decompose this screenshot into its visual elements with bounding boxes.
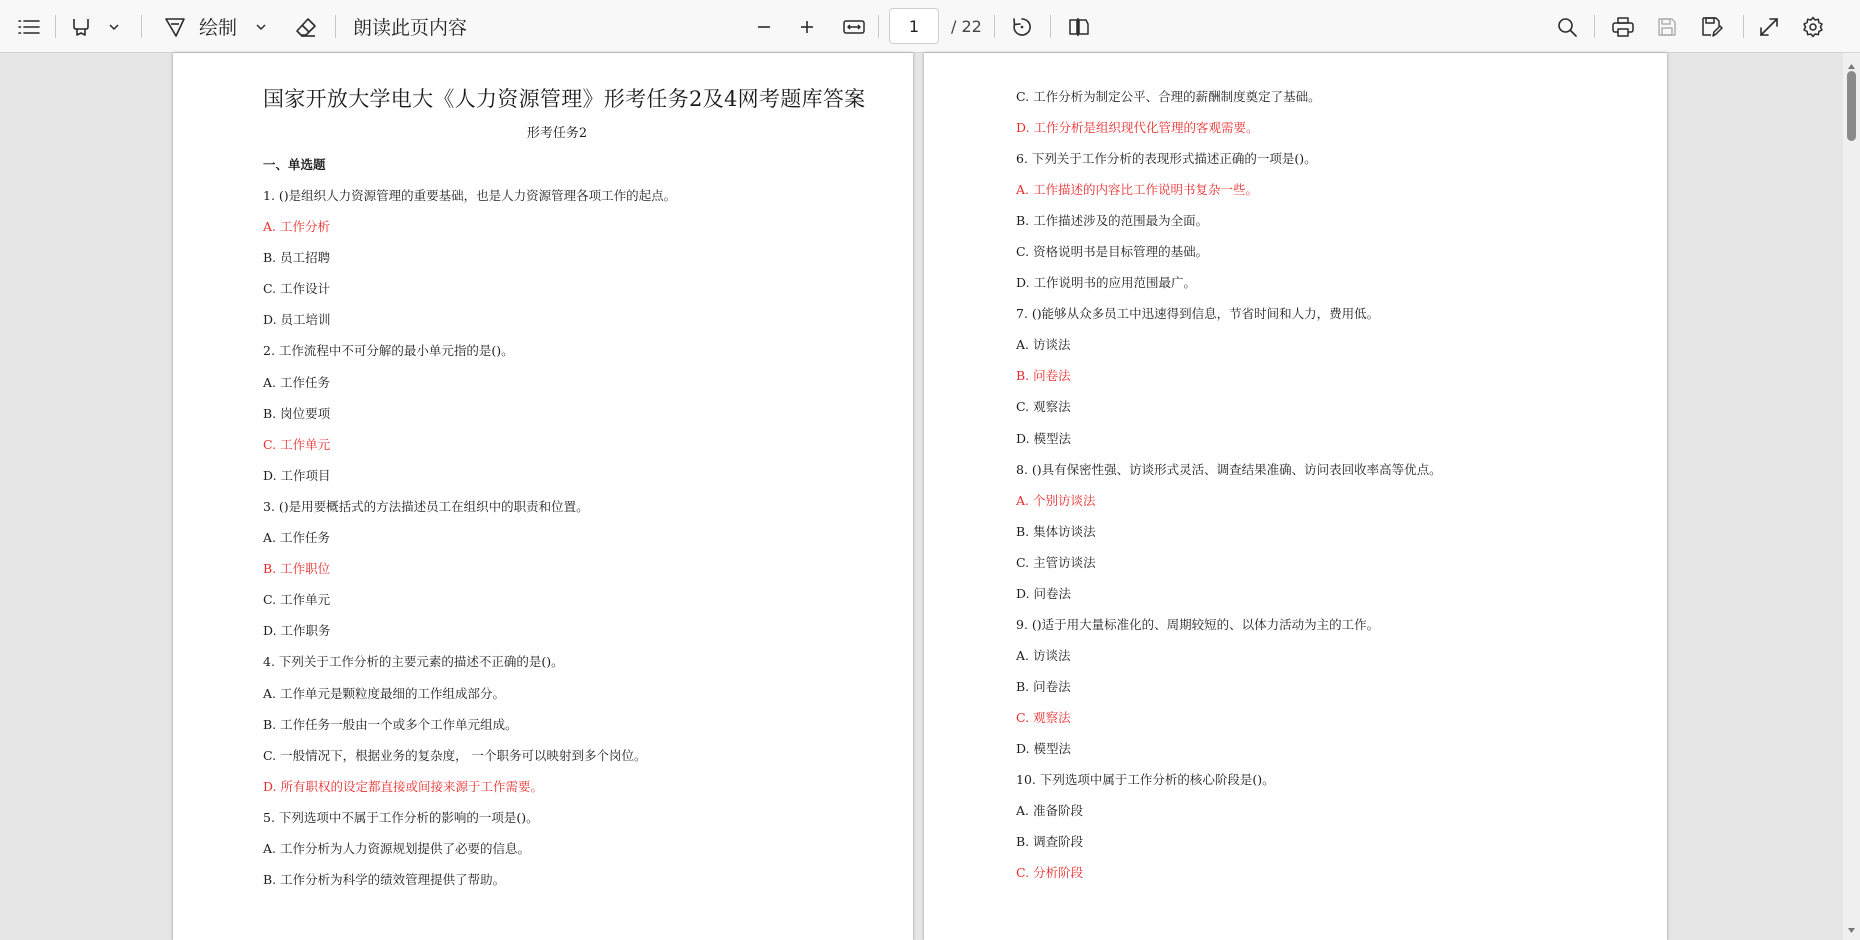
question-line: C. 工作分析为制定公平、合理的薪酬制度奠定了基础。: [1016, 89, 1321, 104]
answer-option-line: D. 所有职权的设定都直接或间接来源于工作需要。: [263, 778, 544, 794]
question-line: A. 访谈法: [1016, 647, 1071, 663]
answer-option-line: D. 工作分析是组织现代化管理的客观需要。: [1016, 120, 1259, 136]
question-line: B. 工作描述涉及的范围最为全面。: [1016, 213, 1209, 229]
rotate-icon[interactable]: [1006, 0, 1038, 53]
draw-label: 绘制: [199, 17, 238, 39]
highlight-icon[interactable]: [66, 0, 96, 53]
question-line: B. 调查阶段: [1016, 834, 1084, 850]
question-line: D. 工作说明书的应用范围最广。: [1016, 275, 1197, 291]
toolbar-divider: [994, 15, 995, 38]
question-line: A. 工作分析为人力资源规划提供了必要的信息。: [263, 840, 530, 856]
question-line: D. 员工培训: [263, 312, 331, 328]
draw-button[interactable]: [199, 0, 241, 53]
draw-icon[interactable]: [160, 0, 190, 53]
toolbar-divider: [1050, 15, 1051, 38]
question-line: 10. 下列选项中属于工作分析的核心阶段是()。: [1016, 772, 1275, 788]
question-line: 9. ()适于用大量标准化的、周期较短的、以体力活动为主的工作。: [1016, 616, 1380, 632]
document-subtitle: 形考任务2: [526, 126, 588, 141]
highlight-chevron-down-icon[interactable]: [100, 0, 128, 53]
read-aloud-label: 朗读此页内容: [353, 17, 468, 39]
question-line: D. 工作项目: [263, 467, 331, 483]
question-line: D. 工作职务: [263, 623, 331, 639]
pdf-page-1: [173, 53, 913, 940]
answer-option-line: B. 问卷法: [1016, 368, 1071, 384]
question-line: A. 工作单元是颗粒度最细的工作组成部分。: [263, 685, 505, 701]
question-line: C. 资格说明书是目标管理的基础。: [1016, 244, 1209, 260]
question-line: B. 问卷法: [1016, 678, 1071, 694]
save-as-icon[interactable]: [1696, 0, 1728, 53]
question-line: 7. ()能够从众多员工中迅速得到信息，节省时间和人力，费用低。: [1016, 306, 1380, 322]
page-total: / 22: [951, 17, 982, 36]
eraser-icon[interactable]: [291, 0, 321, 53]
read-aloud-button[interactable]: [353, 0, 498, 53]
toolbar-divider: [55, 15, 56, 38]
settings-gear-icon[interactable]: [1797, 0, 1829, 53]
answer-option-line: C. 工作单元: [263, 436, 331, 452]
question-line: B. 集体访谈法: [1016, 523, 1096, 539]
fullscreen-icon[interactable]: [1752, 0, 1786, 53]
question-line: 6. 下列关于工作分析的表现形式描述正确的一项是()。: [1016, 151, 1317, 167]
vertical-scrollbar[interactable]: [1843, 53, 1860, 940]
answer-option-line: A. 工作描述的内容比工作说明书复杂一些。: [1016, 182, 1258, 198]
question-list: [263, 180, 883, 895]
question-line: C. 观察法: [1016, 399, 1071, 415]
search-icon[interactable]: [1551, 0, 1583, 53]
question-line: 8. ()具有保密性强、访谈形式灵活、调查结果准确、访问表回收率高等优点。: [1016, 461, 1442, 477]
question-line: 5. 下列选项中不属于工作分析的影响的一项是()。: [263, 809, 539, 825]
toolbar-divider: [1594, 15, 1595, 38]
toolbar-divider: [335, 15, 336, 38]
pdf-page-2: [924, 53, 1667, 940]
page-1-content: [263, 79, 883, 895]
document-title: 国家开放大学电大《人力资源管理》形考任务2及4网考题库答案: [263, 87, 866, 111]
scrollbar-thumb[interactable]: [1847, 71, 1856, 141]
fit-to-width-icon[interactable]: [838, 0, 870, 53]
contents-icon[interactable]: [12, 0, 46, 53]
zoom-out-icon[interactable]: [749, 0, 779, 53]
answer-option-line: A. 工作分析: [263, 219, 330, 235]
question-line: D. 模型法: [1016, 740, 1072, 756]
answer-option-line: A. 个别访谈法: [1016, 492, 1096, 508]
question-line: 4. 下列关于工作分析的主要元素的描述不正确的是()。: [263, 654, 564, 670]
question-line: B. 员工招聘: [263, 250, 331, 266]
question-line: C. 工作设计: [263, 281, 331, 297]
question-line: A. 准备阶段: [1016, 803, 1083, 819]
question-line: D. 问卷法: [1016, 585, 1072, 601]
question-line: B. 岗位要项: [263, 405, 331, 421]
question-line: D. 模型法: [1016, 430, 1072, 446]
draw-chevron-down-icon[interactable]: [247, 0, 275, 53]
toolbar-divider: [1743, 15, 1744, 38]
question-line: 1. ()是组织人力资源管理的重要基础，也是人力资源管理各项工作的起点。: [263, 188, 677, 203]
question-line: 2. 工作流程中不可分解的最小单元指的是()。: [263, 343, 514, 359]
question-line: A. 工作任务: [263, 374, 330, 390]
zoom-in-icon[interactable]: [792, 0, 822, 53]
page-view-icon[interactable]: [1063, 0, 1095, 53]
question-line: B. 工作任务一般由一个或多个工作单元组成。: [263, 716, 518, 732]
question-line: C. 工作单元: [263, 592, 331, 608]
question-list: [1016, 81, 1636, 888]
answer-option-line: C. 观察法: [1016, 709, 1071, 725]
question-line: C. 一般情况下，根据业务的复杂度， 一个职务可以映射到多个岗位。: [263, 747, 647, 763]
toolbar-divider: [878, 15, 879, 38]
question-line: C. 主管访谈法: [1016, 554, 1096, 570]
question-line: B. 工作分析为科学的绩效管理提供了帮助。: [263, 872, 506, 888]
page-2-content: [1016, 81, 1636, 888]
save-icon[interactable]: [1652, 0, 1682, 53]
question-line: A. 访谈法: [1016, 337, 1071, 353]
question-line: A. 工作任务: [263, 530, 330, 546]
question-line: 3. ()是用要概括式的方法描述员工在组织中的职责和位置。: [263, 498, 589, 514]
toolbar-divider: [141, 15, 142, 38]
pdf-toolbar: [0, 0, 1860, 53]
section-heading: 一、单选题: [263, 157, 326, 172]
answer-option-line: B. 工作职位: [263, 561, 331, 577]
page-number-input[interactable]: [889, 8, 939, 44]
print-icon[interactable]: [1606, 0, 1640, 53]
scroll-down-arrow-icon[interactable]: [1847, 919, 1856, 938]
answer-option-line: C. 分析阶段: [1016, 865, 1084, 881]
